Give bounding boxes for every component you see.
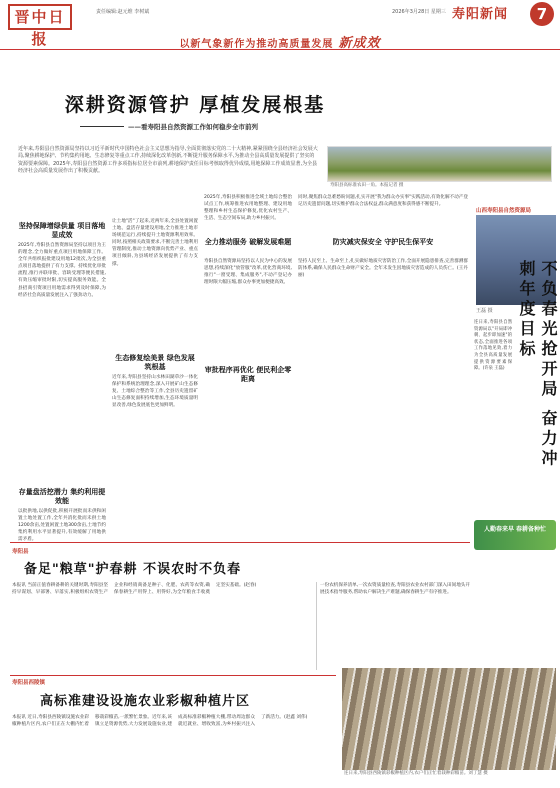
feature-vertical-title: 不负春光抢开局 奋力冲刺年度目标	[517, 260, 558, 470]
issue-date: 2026年3月28日 星期三	[392, 9, 446, 15]
feature-photo-caption: 王磊 摄	[476, 308, 493, 314]
subhead-rule	[80, 126, 124, 127]
col1-subtitle: 坚持保障增绿供量 项目落地显成效	[18, 222, 106, 239]
feature-org: 山西寿阳县自然资源局	[476, 208, 532, 214]
page-number-badge: 7	[530, 2, 554, 26]
bottom-photo	[342, 668, 556, 770]
col2-subtitle: 生态修复绘美景 绿色发展筑根基	[115, 354, 195, 371]
col3-subtitle-2: 审批程序再优化 便民利企零距离	[204, 366, 292, 383]
lower-headline: 备足"粮草"护春耕 不误农时不负春	[24, 562, 242, 577]
editors-line: 责任编辑:赵元维 李树斌	[96, 9, 150, 15]
col1-text-2: 以批供地,以供促批,积极开展批而未供和闲置土地处置工作,全年共消化批而未供土地1200余亩,处置闲置土地300余亩,土地节约集约利用水平显著提升,有效缓解了用地供需矛盾。	[18, 509, 106, 543]
bottom-headline: 高标准建设设施农业彩椒种植片区	[40, 694, 251, 709]
spring-farming-ad: 人勤春来早 春耕备种忙	[474, 520, 556, 550]
col1-subtitle-2: 存量盘活挖潜力 集约利用提效能	[18, 488, 106, 505]
main-subhead: ——看寿阳县自然资源工作如何稳步全市前列	[128, 123, 258, 131]
lead-paragraph: 近年来,寿阳县自然资源局坚持以习近平新时代中国特色社会主义思想为指导,全面贯彻落实党的二十大精神,紧紧围绕全县经济社会发展大局,聚焦耕地保护、节约集约用地、生态修复等重点工作,持续深化改革创新,不断提升服务保障水平,为推动全县高质量发展提供了坚实的资源要素保障。2025年,寿阳县自然资源工作多项指标位居全市前列,耕地保护责任目标考核取得优异成绩,用地保障工作成效显著,为全县经济社会高质量发展作出了积极贡献。	[18, 146, 318, 175]
banner-text: 以新气象新作为推动高质量发展	[179, 39, 334, 50]
lower-right-text: 一份农机保养清单,一次农资质量检查,寿阳县农业农村部门深入田间地头开展技术指导服务,帮助农户解决生产难题,确保春耕生产有序推进。	[320, 583, 470, 596]
theme-banner	[0, 32, 560, 52]
banner-highlight: 新成效	[338, 36, 381, 51]
section-divider	[10, 542, 470, 543]
col4-text: 同时,聚焦群众急难愁盼问题,扎实开展"我为群众办实事"实践活动,有效化解不动产登记历史遗留问题,切实维护群众合法权益,群众满意度和获得感不断提升。	[298, 195, 468, 208]
feature-text: 连日来,寿阳县自然资源局以"开局即冲刺、起步即加速"的状态,全面推进各项工作落地见效,着力为全县高质量发展提供资源要素保障。(许泉 王磊)	[474, 320, 512, 372]
col3-subtitle: 全力推动服务 破解发展难题	[204, 238, 292, 246]
main-photo	[327, 146, 552, 182]
col3-text-2: 寿阳县自然资源局坚持以人民为中心的发展思想,持续深化"放管服"改革,优化营商环境,推行"一窗受理、集成服务",不动产登记办理时限大幅压缩,群众办事更加便捷高效。	[204, 259, 292, 286]
main-photo-caption: 寿阳县高标准农田一角。本报记者 摄	[330, 183, 404, 188]
bottom-text: 本报讯 近日,寿阳县西陵镇设施农业彩椒种植片区内,农户们正在大棚内忙着移栽彩椒苗,一派繁忙景象。近年来,该镇立足资源优势,大力发展设施农业,建成高标准彩椒种植大棚,带动周边群众就近就业、增收致富,为乡村振兴注入了新活力。(赵鑫 刘伟)	[12, 715, 308, 728]
col4-text-2: 坚持人民至上、生命至上,扎实做好地质灾害防治工作,全面开展隐患排查,完善群测群防体系,确保人民群众生命财产安全。全年未发生因地质灾害造成的人员伤亡。(王丹丽)	[298, 259, 468, 279]
col2-text: 让土地"活"了起来,近两年来,全县处置闲置土地、盘活存量建设用地,全力推进土地市场规范运行,持续提升土地资源利用效率。同时,按照相关政策要求,不断完善土地利用管理制度,推动土地资源向优势产业、重点项目倾斜,为县域经济发展提供了有力支撑。	[112, 219, 198, 267]
column-rule	[316, 582, 317, 670]
col4-subtitle: 防灾减灾保安全 守护民生保平安	[332, 238, 434, 246]
bottom-divider	[10, 675, 336, 676]
col1-text: 2025年,寿阳县自然资源局坚持以项目为王的理念,全力做好重点项目用地保障工作。全年共组织报批建设用地12批次,为全县重点项目落地提供了有力支撑。持续优化审批流程,推行并联审批、容缺受理等便民措施,有效压缩审批时限,切实提高服务效能。全县招商引资项目用地需求得到及时保障,为经济社会高质量发展注入了强劲动力。	[18, 243, 106, 298]
main-headline: 深耕资源管护 厚植发展根基	[64, 94, 326, 116]
col3-text: 2025年,寿阳县积极推进全域土地综合整治试点工作,统筹推进农用地整理、建设用地整理和乡村生态保护修复,优化农村生产、生活、生态空间布局,助力乡村振兴。	[204, 195, 292, 222]
newspaper-logo: 晋中日报	[8, 4, 72, 30]
bottom-section-tag: 寿阳县西陵镇	[12, 680, 46, 686]
col2-text-2: 近年来,寿阳县坚持山水林田湖草沙一体化保护和系统治理理念,深入开展矿山生态修复、土地综合整治等工作,全县历史遗留矿山生态修复面积持续增加,生态环境质量明显改善,绿色发展底色更加鲜明。	[112, 375, 198, 409]
section-name: 寿阳新闻	[452, 7, 509, 22]
bottom-photo-caption: 连日来,寿阳县西陵镇彩椒种植区内,农户们正忙着栽种彩椒苗。刘丁慧 摄	[344, 771, 488, 776]
lower-left-text: 本报讯 当前正值春耕备耕的关键时期,寿阳县坚持早谋划、早部署、早落实,积极组织农资生产企业和经销商备足种子、化肥、农药等农资,确保春耕生产用得上、用得好,为全年粮食丰收奠定坚实基础。(赵春)	[12, 583, 257, 596]
lower-section-tag: 寿阳县	[12, 549, 29, 555]
